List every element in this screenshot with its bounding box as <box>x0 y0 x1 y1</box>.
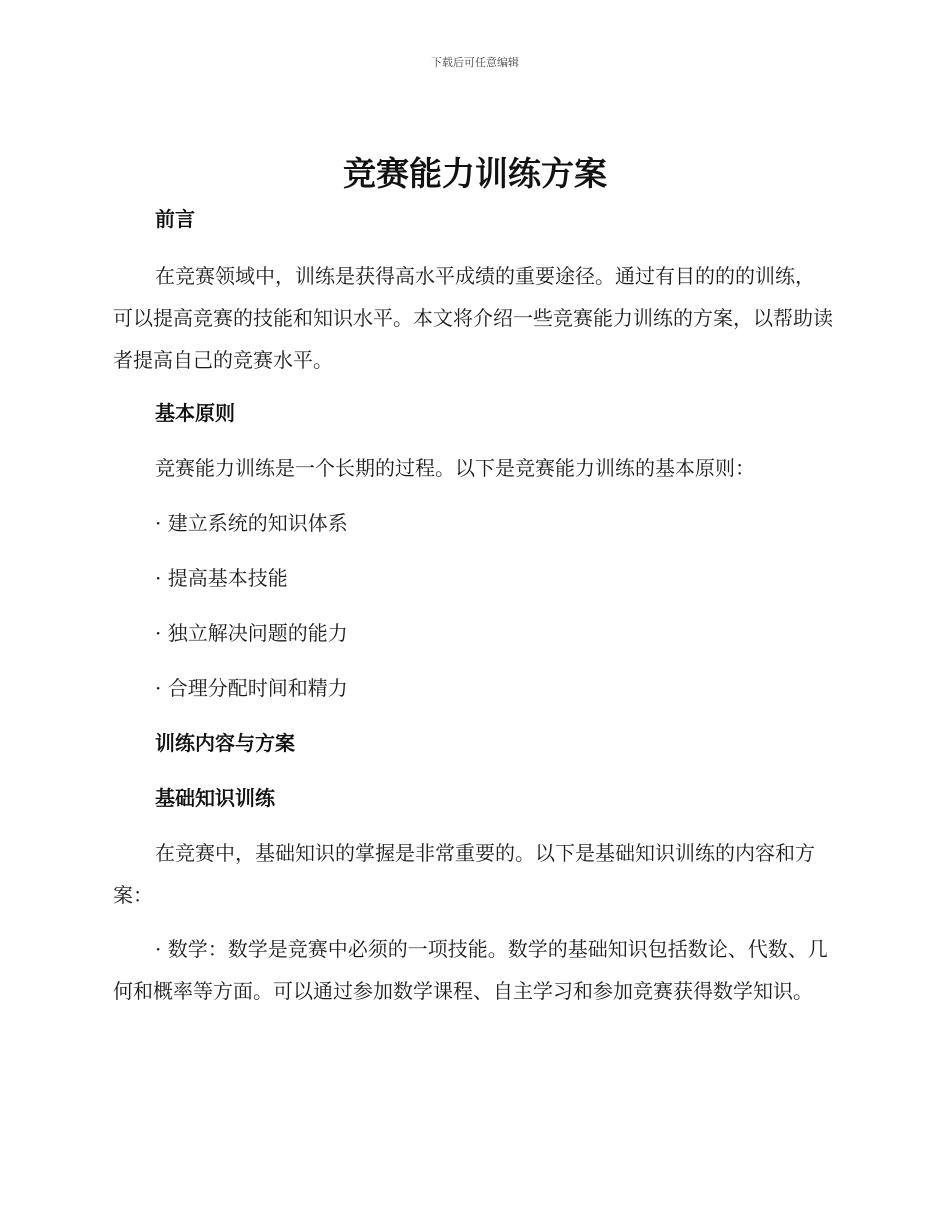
paragraph-basic-knowledge: 在竞赛中，基础知识的掌握是非常重要的。以下是基础知识训练的内容和方案： <box>113 841 815 907</box>
paragraph-math: · 数学：数学是竞赛中必须的一项技能。数学的基础知识包括数论、代数、几何和概率等方面。可以通过参加数学课程、自主学习和参加竞赛获得数学知识。 <box>113 937 828 1003</box>
list-item: · 提高基本技能 <box>155 566 288 590</box>
header-note: 下载后可任意编辑 <box>431 56 519 69</box>
heading-basic-knowledge: 基础知识训练 <box>155 786 275 810</box>
page-title: 竞赛能力训练方案 <box>343 154 607 193</box>
document-body <box>113 205 833 1012</box>
list-item: · 建立系统的知识体系 <box>155 511 348 535</box>
heading-preface: 前言 <box>155 207 195 231</box>
list-item: · 独立解决问题的能力 <box>155 621 348 645</box>
list-item: · 合理分配时间和精力 <box>155 676 348 700</box>
heading-training-content: 训练内容与方案 <box>155 731 295 755</box>
paragraph-preface: 在竞赛领域中，训练是获得高水平成绩的重要途径。通过有目的的的训练，可以提高竞赛的技能和知识水平。本文将介绍一些竞赛能力训练的方案，以帮助读者提高自己的竞赛水平。 <box>113 264 833 372</box>
paragraph-principles: 竞赛能力训练是一个长期的过程。以下是竞赛能力训练的基本原则： <box>155 456 755 480</box>
heading-principles: 基本原则 <box>155 401 235 425</box>
